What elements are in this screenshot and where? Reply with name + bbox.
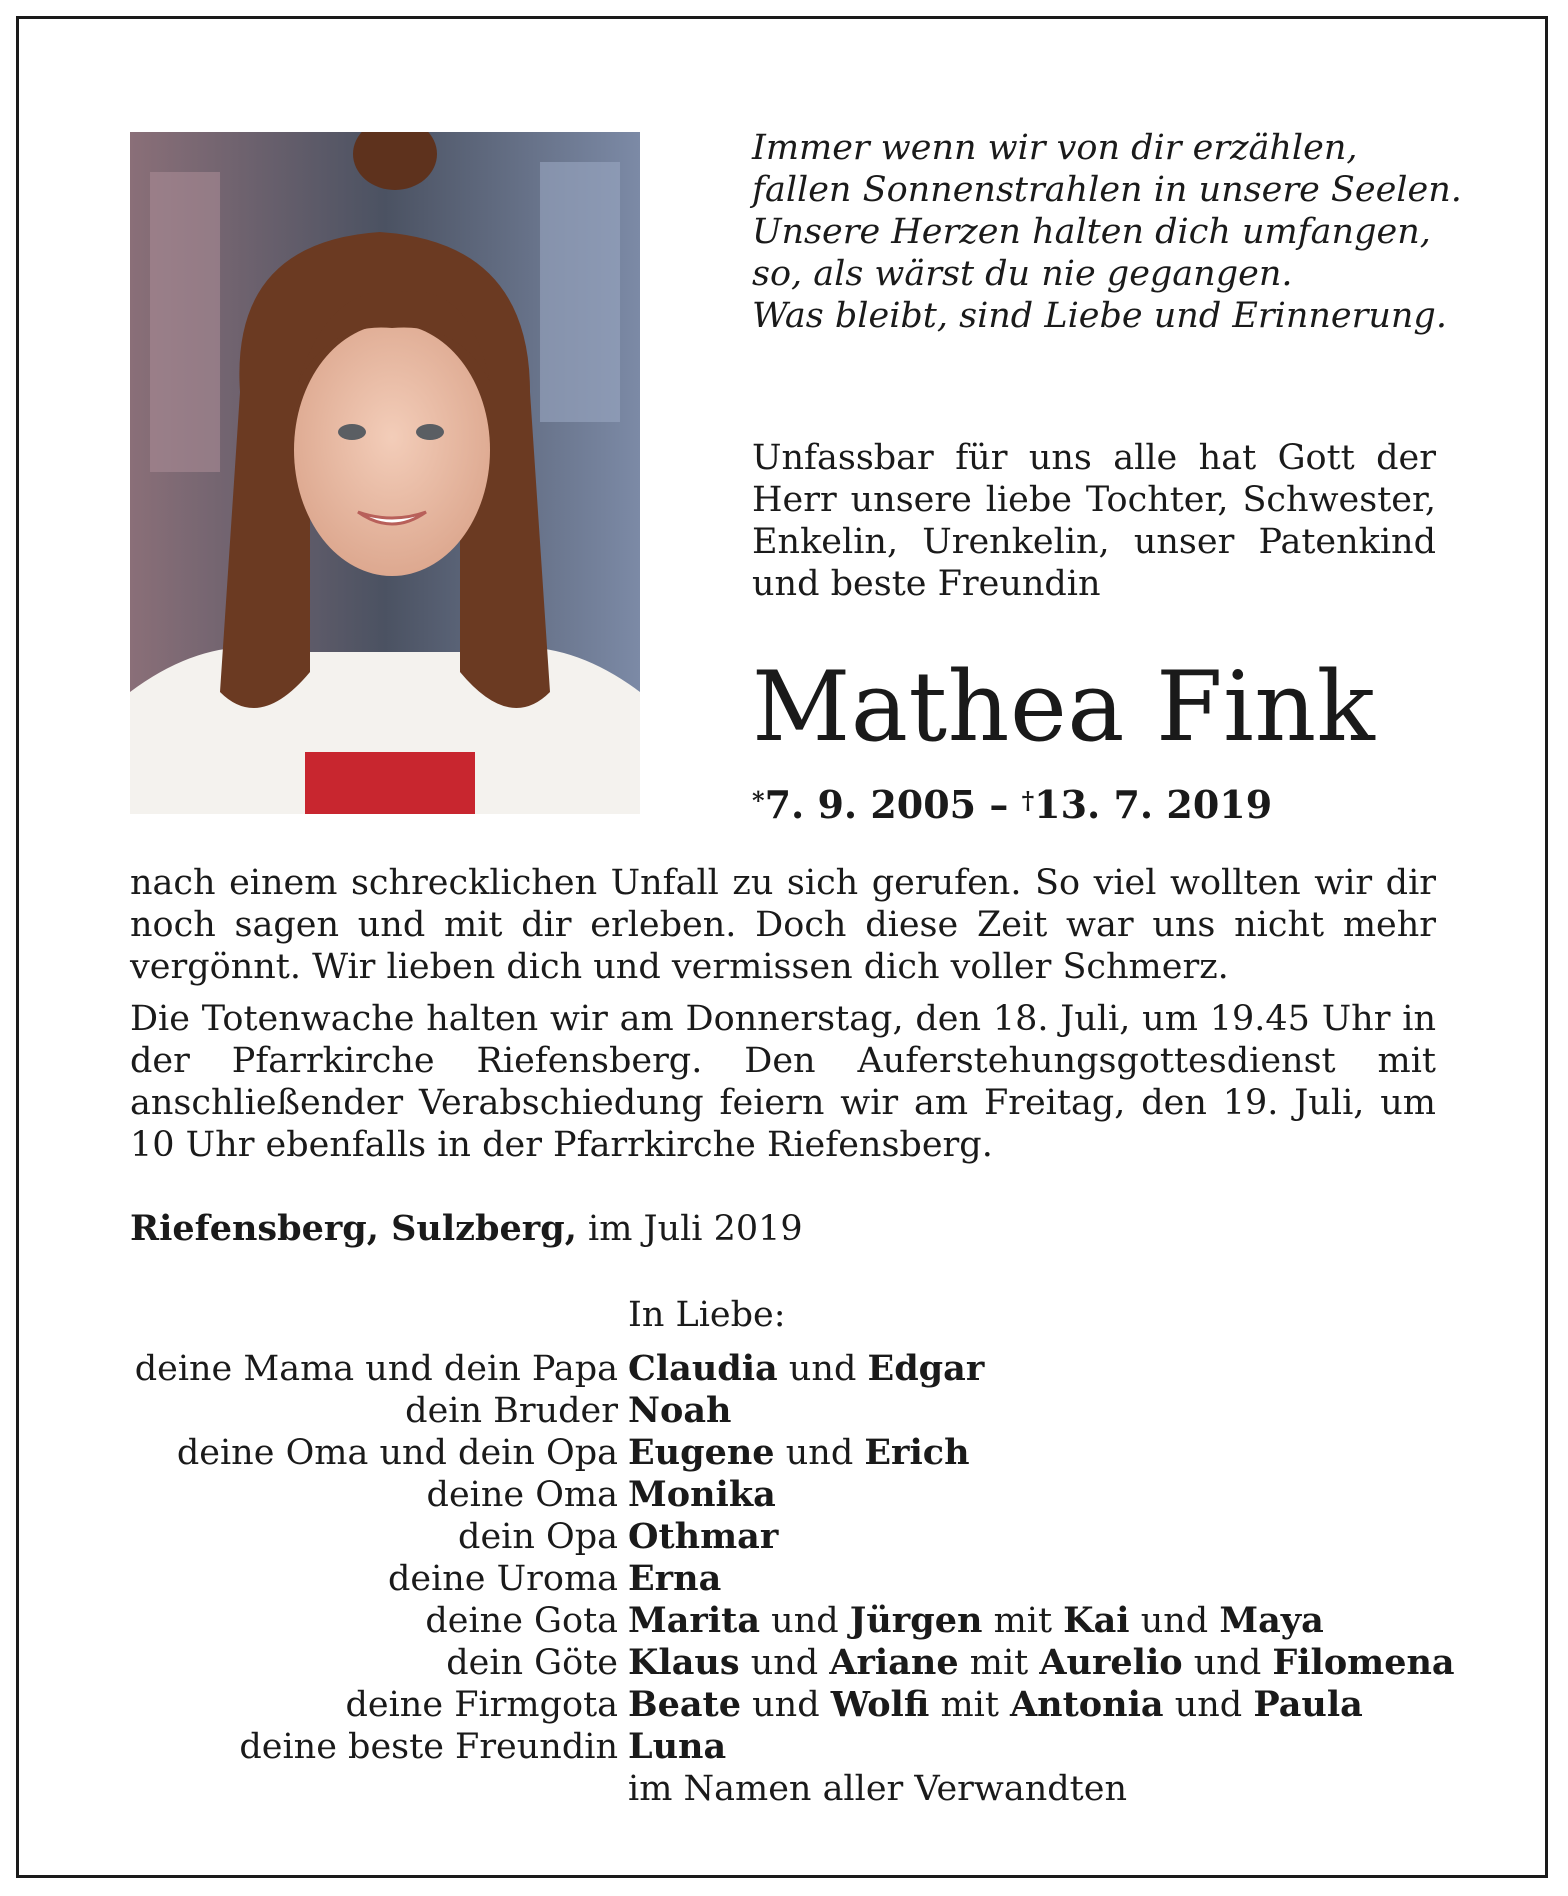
mourner-row: [100, 1474, 1500, 1516]
memorial-poem: [752, 127, 1472, 337]
announcement-body: [130, 862, 1436, 1176]
mourner-row: [100, 1642, 1500, 1684]
mourner-row: [100, 1684, 1500, 1726]
mourner-name: Antonia: [1010, 1684, 1164, 1725]
mourner-name: Edgar: [867, 1348, 985, 1389]
body-paragraph: Die Totenwache halten wir am Donnerstag, den 18. Juli, um 19.45 Uhr in der Pfarrkirche Riefensberg. Den Auferstehungsgottesdienst mit anschließender Verabschiedung feiern wir am Freitag, den 19. Juli, um 10 Uhr ebenfalls in der Pfarrkirche Riefensberg.: [130, 999, 1436, 1165]
mourner-row: [100, 1432, 1500, 1474]
birth-symbol: *: [752, 786, 765, 815]
body-paragraph: nach einem schrecklichen Unfall zu sich gerufen. So viel wollten wir dir noch sagen und mit dir erleben. Doch diese Zeit war uns nicht mehr vergönnt. Wir lieben dich und vermissen dich voller Schmerz.: [130, 863, 1436, 987]
poem-line: so, als wärst du nie gegangen.: [752, 254, 1293, 294]
death-date: 13. 7. 2019: [1034, 782, 1273, 827]
mourner-name: Noah: [628, 1390, 732, 1431]
mourner-name: Wolfi: [830, 1684, 930, 1725]
mourner-names: [628, 1516, 778, 1558]
connector-word: mit: [969, 1643, 1029, 1683]
mourner-names: [628, 1600, 1324, 1642]
life-dates: [752, 782, 1272, 828]
mourner-relation: deine beste Freundin: [239, 1727, 618, 1767]
mourner-names: [628, 1348, 984, 1390]
mourner-name: Othmar: [628, 1516, 779, 1557]
mourner-relation: deine Firmgota: [345, 1685, 618, 1725]
poem-line: Was bleibt, sind Liebe und Erinnerung.: [752, 296, 1447, 336]
mourner-names: [628, 1726, 726, 1768]
mourner-relation: dein Bruder: [405, 1391, 618, 1431]
mourner-name: Kai: [1063, 1600, 1130, 1641]
death-symbol: †: [1021, 786, 1035, 815]
connector-word: und: [752, 1685, 820, 1725]
mourner-name: Eugene: [628, 1432, 775, 1473]
mourner-name: Marita: [628, 1600, 761, 1641]
mourner-row: [100, 1558, 1500, 1600]
connector-word: und: [1140, 1601, 1209, 1641]
birth-date: 7. 9. 2005: [764, 782, 977, 827]
mourner-names: [628, 1642, 1455, 1684]
mourner-names: [628, 1390, 731, 1432]
mourner-name: Paula: [1253, 1684, 1363, 1725]
mourner-relation: deine Mama und dein Papa: [134, 1349, 618, 1389]
connector-word: und: [1174, 1685, 1243, 1725]
mourner-names: [628, 1432, 970, 1474]
connector-word: und: [750, 1643, 819, 1683]
mourner-row: [100, 1390, 1500, 1432]
mourner-name: Luna: [628, 1726, 727, 1767]
connector-word: mit: [940, 1685, 999, 1725]
mourner-relation: deine Oma: [426, 1475, 618, 1515]
mourner-relation: dein Opa: [458, 1517, 618, 1557]
poem-line: Unsere Herzen halten dich umfangen,: [752, 212, 1431, 252]
mourner-name: Erich: [864, 1432, 970, 1473]
intro-text: Unfassbar für uns alle hat Gott der Herr unsere liebe Tochter, Schwester, Enkelin, Urenkelin, unser Patenkind und beste Freundin: [752, 438, 1436, 604]
mourner-names: [628, 1684, 1363, 1726]
mourner-name: Erna: [628, 1558, 722, 1599]
connector-word: und: [785, 1433, 854, 1473]
connector-word: und: [788, 1349, 857, 1389]
poem-line: fallen Sonnenstrahlen in unsere Seelen.: [752, 170, 1462, 210]
notice-date: im Juli 2019: [588, 1209, 803, 1249]
mourner-row: [100, 1726, 1500, 1768]
deceased-name: Mathea Fink: [752, 651, 1376, 763]
connector-word: und: [1193, 1643, 1262, 1683]
mourner-name: Filomena: [1272, 1642, 1455, 1683]
mourner-name: Jürgen: [849, 1600, 983, 1641]
place-names: Riefensberg, Sulzberg,: [130, 1208, 577, 1249]
portrait-photo: [130, 132, 640, 814]
mourner-row: [100, 1348, 1500, 1390]
mourner-name: Ariane: [829, 1642, 959, 1683]
in-liebe-heading: In Liebe:: [628, 1295, 786, 1335]
mourner-relation: deine Oma und dein Opa: [176, 1433, 618, 1473]
mourner-name: Klaus: [628, 1642, 740, 1683]
closing-line: im Namen aller Verwandten: [628, 1769, 1127, 1809]
mourner-relation: deine Gota: [425, 1601, 618, 1641]
mourner-name: Aurelio: [1039, 1642, 1183, 1683]
place-and-date: [130, 1208, 803, 1250]
poem-line: Immer wenn wir von dir erzählen,: [752, 128, 1358, 168]
connector-word: mit: [993, 1601, 1053, 1641]
connector-word: und: [771, 1601, 839, 1641]
mourner-name: Claudia: [628, 1348, 778, 1389]
mourner-row: [100, 1600, 1500, 1642]
mourner-row: [100, 1516, 1500, 1558]
mourner-name: Beate: [628, 1684, 741, 1725]
mourners-list: [100, 1348, 1500, 1768]
mourner-relation: deine Uroma: [387, 1559, 618, 1599]
mourner-name: Maya: [1219, 1600, 1324, 1641]
date-separator: –: [976, 782, 1022, 827]
mourner-names: [628, 1474, 776, 1516]
mourner-name: Monika: [628, 1474, 776, 1515]
mourner-names: [628, 1558, 721, 1600]
mourner-relation: dein Göte: [446, 1643, 618, 1683]
